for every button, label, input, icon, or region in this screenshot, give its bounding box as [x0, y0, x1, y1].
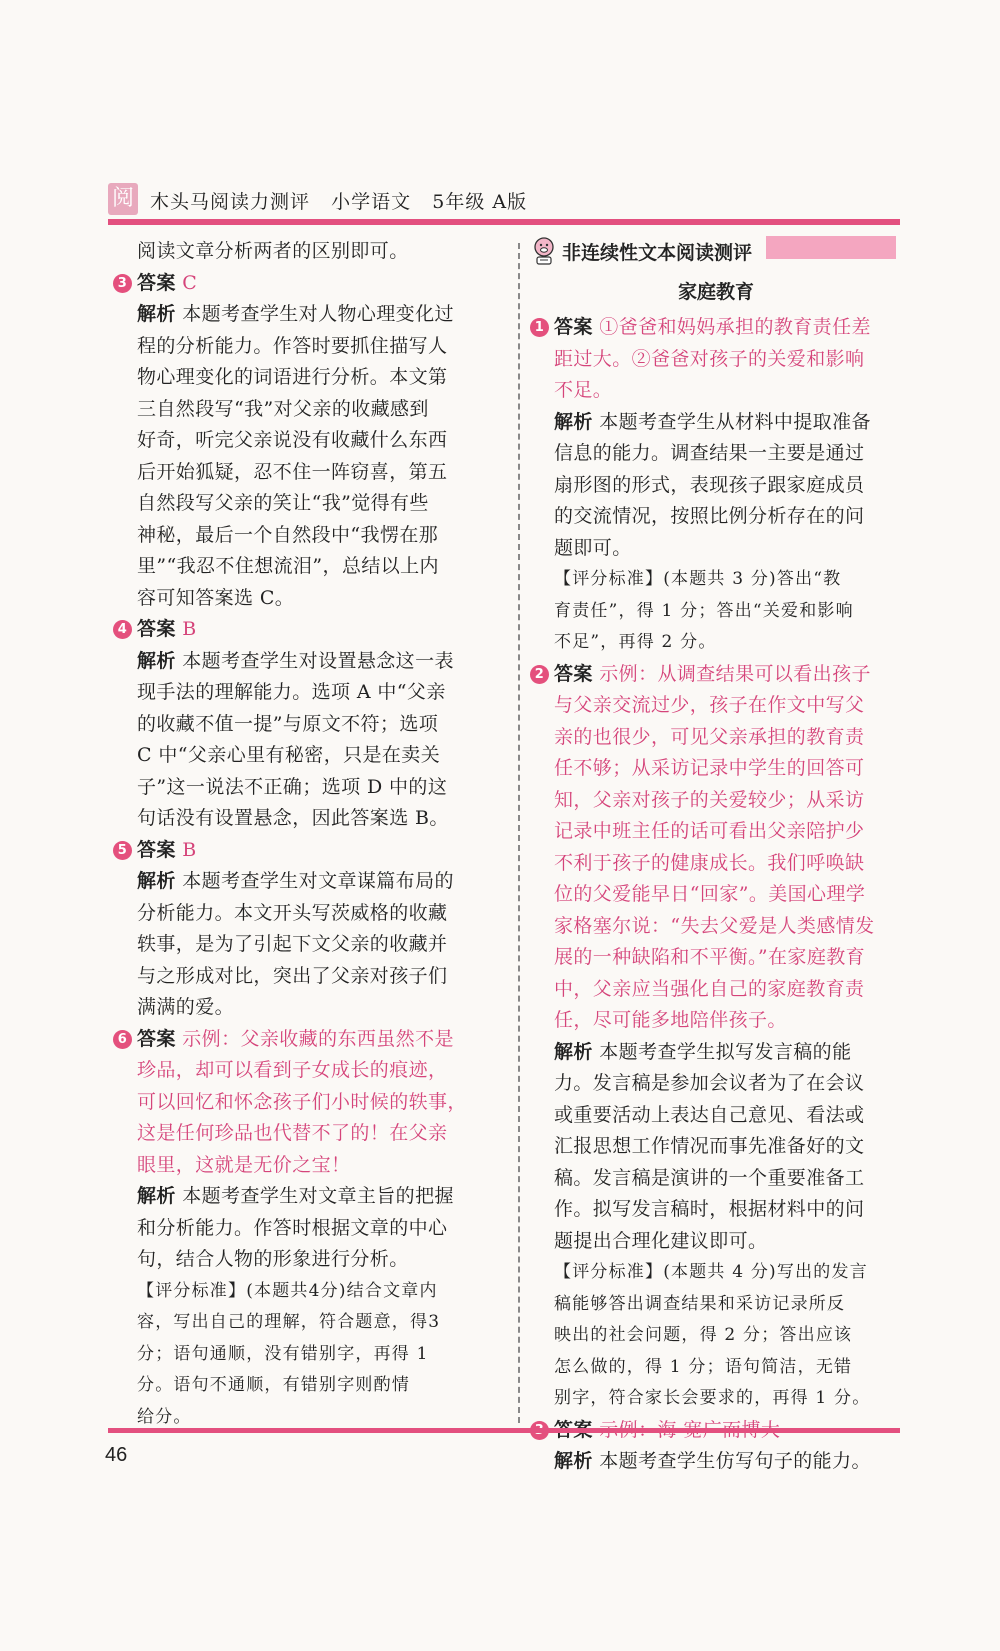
page-header — [108, 183, 900, 225]
footer-rule — [108, 1428, 900, 1433]
answer-label: 答案 — [554, 316, 593, 338]
score-line: 育责任”，得 1 分；答出“关爱和影响 — [554, 600, 854, 621]
analysis-line: 程的分析能力。作答时要抓住描写人 — [137, 334, 448, 357]
answer-value: B — [182, 618, 197, 640]
analysis-line: C 中“父亲心里有秘密，只是在卖关 — [137, 744, 441, 766]
score-line: 【评分标准】(本题共 4 分)写出的发言 — [554, 1262, 868, 1282]
analysis-line: 题即可。 — [554, 536, 632, 559]
score-line: 容，写出自己的理解，符合题意，得3 — [137, 1312, 441, 1332]
header-title: 木头马阅读力测评 小学语文 5年级 A版 — [150, 191, 528, 213]
analysis-line: 句话没有设置悬念，因此答案选 B。 — [137, 807, 449, 829]
page-number: 46 — [105, 1444, 128, 1466]
answer-label: 答案 — [137, 1027, 176, 1050]
header-rule — [108, 219, 900, 225]
score-line: 稿能够答出调查结果和采访记录所反 — [554, 1293, 846, 1314]
analysis-label: 解析 — [137, 870, 176, 892]
analysis-text: 本题考查学生从材料中提取准备 — [599, 410, 871, 433]
answer-line: 与父亲交流过少，孩子在作文中写父 — [554, 694, 865, 716]
analysis-line: 稿。发言稿是演讲的一个重要准备工 — [554, 1166, 865, 1189]
analysis-label: 解析 — [137, 303, 176, 325]
passage-title: 家庭教育 — [677, 281, 754, 303]
answer-value: C — [182, 271, 198, 294]
score-line: 分；语句通顺，没有错别字，再得 1 — [137, 1343, 429, 1364]
answer-line: 展的一种缺陷和不平衡。”在家庭教育 — [554, 946, 866, 968]
analysis-label: 解析 — [554, 410, 593, 433]
answer-line: 不足。 — [554, 379, 613, 401]
score-line: 不足”，再得 2 分。 — [554, 632, 717, 652]
analysis-text: 本题考查学生对设置悬念这一表 — [182, 649, 454, 672]
analysis-line: 的收藏不值一提”与原文不符；选项 — [137, 712, 439, 735]
analysis-text: 本题考查学生对文章谋篇布局的 — [182, 870, 454, 892]
analysis-line: 后开始狐疑，忍不住一阵窃喜，第五 — [137, 460, 448, 483]
answer-line: 位的父爱能早日“回家”。美国心理学 — [554, 883, 866, 905]
analysis-text: 本题考查学生对人物心理变化过 — [182, 303, 454, 325]
analysis-line: 三自然段写“我”对父亲的收藏感到 — [137, 397, 429, 420]
analysis-label: 解析 — [554, 1450, 593, 1472]
answer-text: 示例：从调查结果可以看出孩子 — [599, 662, 871, 685]
analysis-line: 容可知答案选 C。 — [137, 586, 295, 609]
analysis-line — [113, 1181, 480, 1213]
answer-line: 眼里，这就是无价之宝！ — [137, 1153, 351, 1176]
left-column — [113, 236, 480, 1433]
section-title: 非连续性文本阅读测评 — [562, 242, 753, 264]
analysis-line: 分析能力。本文开头写茨威格的收藏 — [137, 901, 448, 924]
analysis-line — [530, 1037, 902, 1069]
analysis-line — [530, 407, 902, 439]
analysis-text: 本题考查学生对文章主旨的把握 — [182, 1185, 454, 1207]
book-logo-icon: 阅 — [108, 183, 138, 215]
question-number-badge: 4 — [113, 620, 132, 639]
section-title-bar — [766, 236, 896, 259]
analysis-line — [113, 866, 480, 898]
analysis-line: 力。发言稿是参加会议者为了在会议 — [554, 1072, 865, 1094]
answer-line: 中，父亲应当强化自己的家庭教育责 — [554, 977, 865, 1000]
answer-row — [113, 268, 480, 300]
answer-row — [113, 835, 480, 867]
answer-line: 可以回忆和怀念孩子们小时候的轶事， — [137, 1090, 467, 1113]
answer-line: 任不够；从采访记录中学生的回答可 — [554, 757, 865, 779]
answer-line: 这是任何珍品也代替不了的！在父亲 — [137, 1122, 448, 1144]
answer-line: 知，父亲对孩子的关爱较少；从采访 — [554, 788, 865, 811]
section-header — [530, 236, 902, 272]
analysis-line: 的交流情况，按照比例分析存在的问 — [554, 505, 865, 527]
analysis-label: 解析 — [137, 1185, 176, 1207]
analysis-line: 与之形成对比，突出了父亲对孩子们 — [137, 964, 448, 987]
score-line: 分。语句不通顺，有错别字则酌情 — [137, 1375, 410, 1395]
analysis-line: 信息的能力。调查结果一主要是通过 — [554, 442, 865, 464]
score-line: 【评分标准】(本题共4分)结合文章内 — [137, 1280, 438, 1301]
answer-label: 答案 — [554, 662, 593, 685]
text-line: 阅读文章分析两者的区别即可。 — [137, 240, 409, 262]
analysis-line: 题提出合理化建议即可。 — [554, 1229, 768, 1252]
analysis-line: 轶事，是为了引起下文父亲的收藏并 — [137, 933, 448, 955]
analysis-line: 神秘，最后一个自然段中“我愣在那 — [137, 523, 439, 546]
analysis-line — [113, 299, 480, 331]
answer-row — [113, 614, 480, 646]
analysis-line: 汇报思想工作情况而事先准备好的文 — [554, 1135, 865, 1157]
analysis-line: 里”“我忍不住想流泪”，总结以上内 — [137, 555, 439, 577]
answer-row — [530, 312, 902, 344]
score-line: 映出的社会问题，得 2 分；答出应该 — [554, 1325, 853, 1345]
answer-text: 示例：父亲收藏的东西虽然不是 — [182, 1027, 454, 1050]
question-number-badge: 1 — [530, 318, 549, 337]
score-line: 给分。 — [137, 1406, 192, 1427]
score-line: 【评分标准】(本题共 3 分)答出“教 — [554, 569, 842, 589]
answer-text: ①爸爸和妈妈承担的教育责任差 — [599, 316, 871, 338]
analysis-line — [113, 646, 480, 678]
answer-line: 珍品，却可以看到子女成长的痕迹， — [137, 1059, 448, 1081]
score-line: 别字，符合家长会要求的，再得 1 分。 — [554, 1388, 871, 1408]
score-line: 怎么做的，得 1 分；语句简洁，无错 — [554, 1356, 853, 1377]
answer-row — [530, 659, 902, 691]
analysis-line: 或重要活动上表达自己意见、看法或 — [554, 1103, 865, 1126]
right-column — [530, 236, 902, 1478]
analysis-line: 句，结合人物的形象进行分析。 — [137, 1248, 409, 1270]
analysis-line: 和分析能力。作答时根据文章的中心 — [137, 1216, 448, 1239]
piggy-mascot-icon — [532, 236, 556, 266]
analysis-line: 作。拟写发言稿时，根据材料中的问 — [554, 1198, 865, 1220]
analysis-label: 解析 — [554, 1040, 593, 1063]
answer-line: 家格塞尔说：“失去父爱是人类感情发 — [554, 914, 875, 937]
question-number-badge: 3 — [113, 274, 132, 293]
question-number-badge: 5 — [113, 841, 132, 860]
analysis-line: 现手法的理解能力。选项 A 中“父亲 — [137, 681, 446, 703]
analysis-line: 物心理变化的词语进行分析。本文第 — [137, 366, 448, 388]
column-divider — [518, 243, 520, 1423]
analysis-line: 自然段写父亲的笑让“我”觉得有些 — [137, 492, 429, 514]
answer-line: 任，尽可能多地陪伴孩子。 — [554, 1009, 787, 1031]
analysis-text: 本题考查学生仿写句子的能力。 — [599, 1450, 871, 1472]
analysis-line: 扇形图的形式，表现孩子跟家庭成员 — [554, 473, 865, 496]
answer-line: 亲的也很少，可见父亲承担的教育责 — [554, 725, 865, 748]
answer-line: 记录中班主任的话可看出父亲陪护少 — [554, 820, 865, 842]
answer-value: B — [182, 838, 197, 861]
analysis-line — [530, 1446, 902, 1478]
analysis-line: 子”这一说法不正确；选项 D 中的这 — [137, 775, 448, 798]
analysis-label: 解析 — [137, 649, 176, 672]
question-number-badge: 2 — [530, 665, 549, 684]
analysis-line: 满满的爱。 — [137, 996, 235, 1018]
answer-label: 答案 — [137, 838, 176, 861]
answer-line: 距过大。②爸爸对孩子的关爱和影响 — [554, 347, 865, 370]
analysis-text: 本题考查学生拟写发言稿的能 — [599, 1040, 852, 1063]
answer-row — [113, 1024, 480, 1056]
answer-label: 答案 — [137, 618, 176, 640]
question-number-badge: 6 — [113, 1030, 132, 1049]
analysis-line: 好奇，听完父亲说没有收藏什么东西 — [137, 429, 448, 451]
answer-label: 答案 — [137, 271, 176, 294]
answer-line: 不利于孩子的健康成长。我们呼唤缺 — [554, 851, 865, 874]
